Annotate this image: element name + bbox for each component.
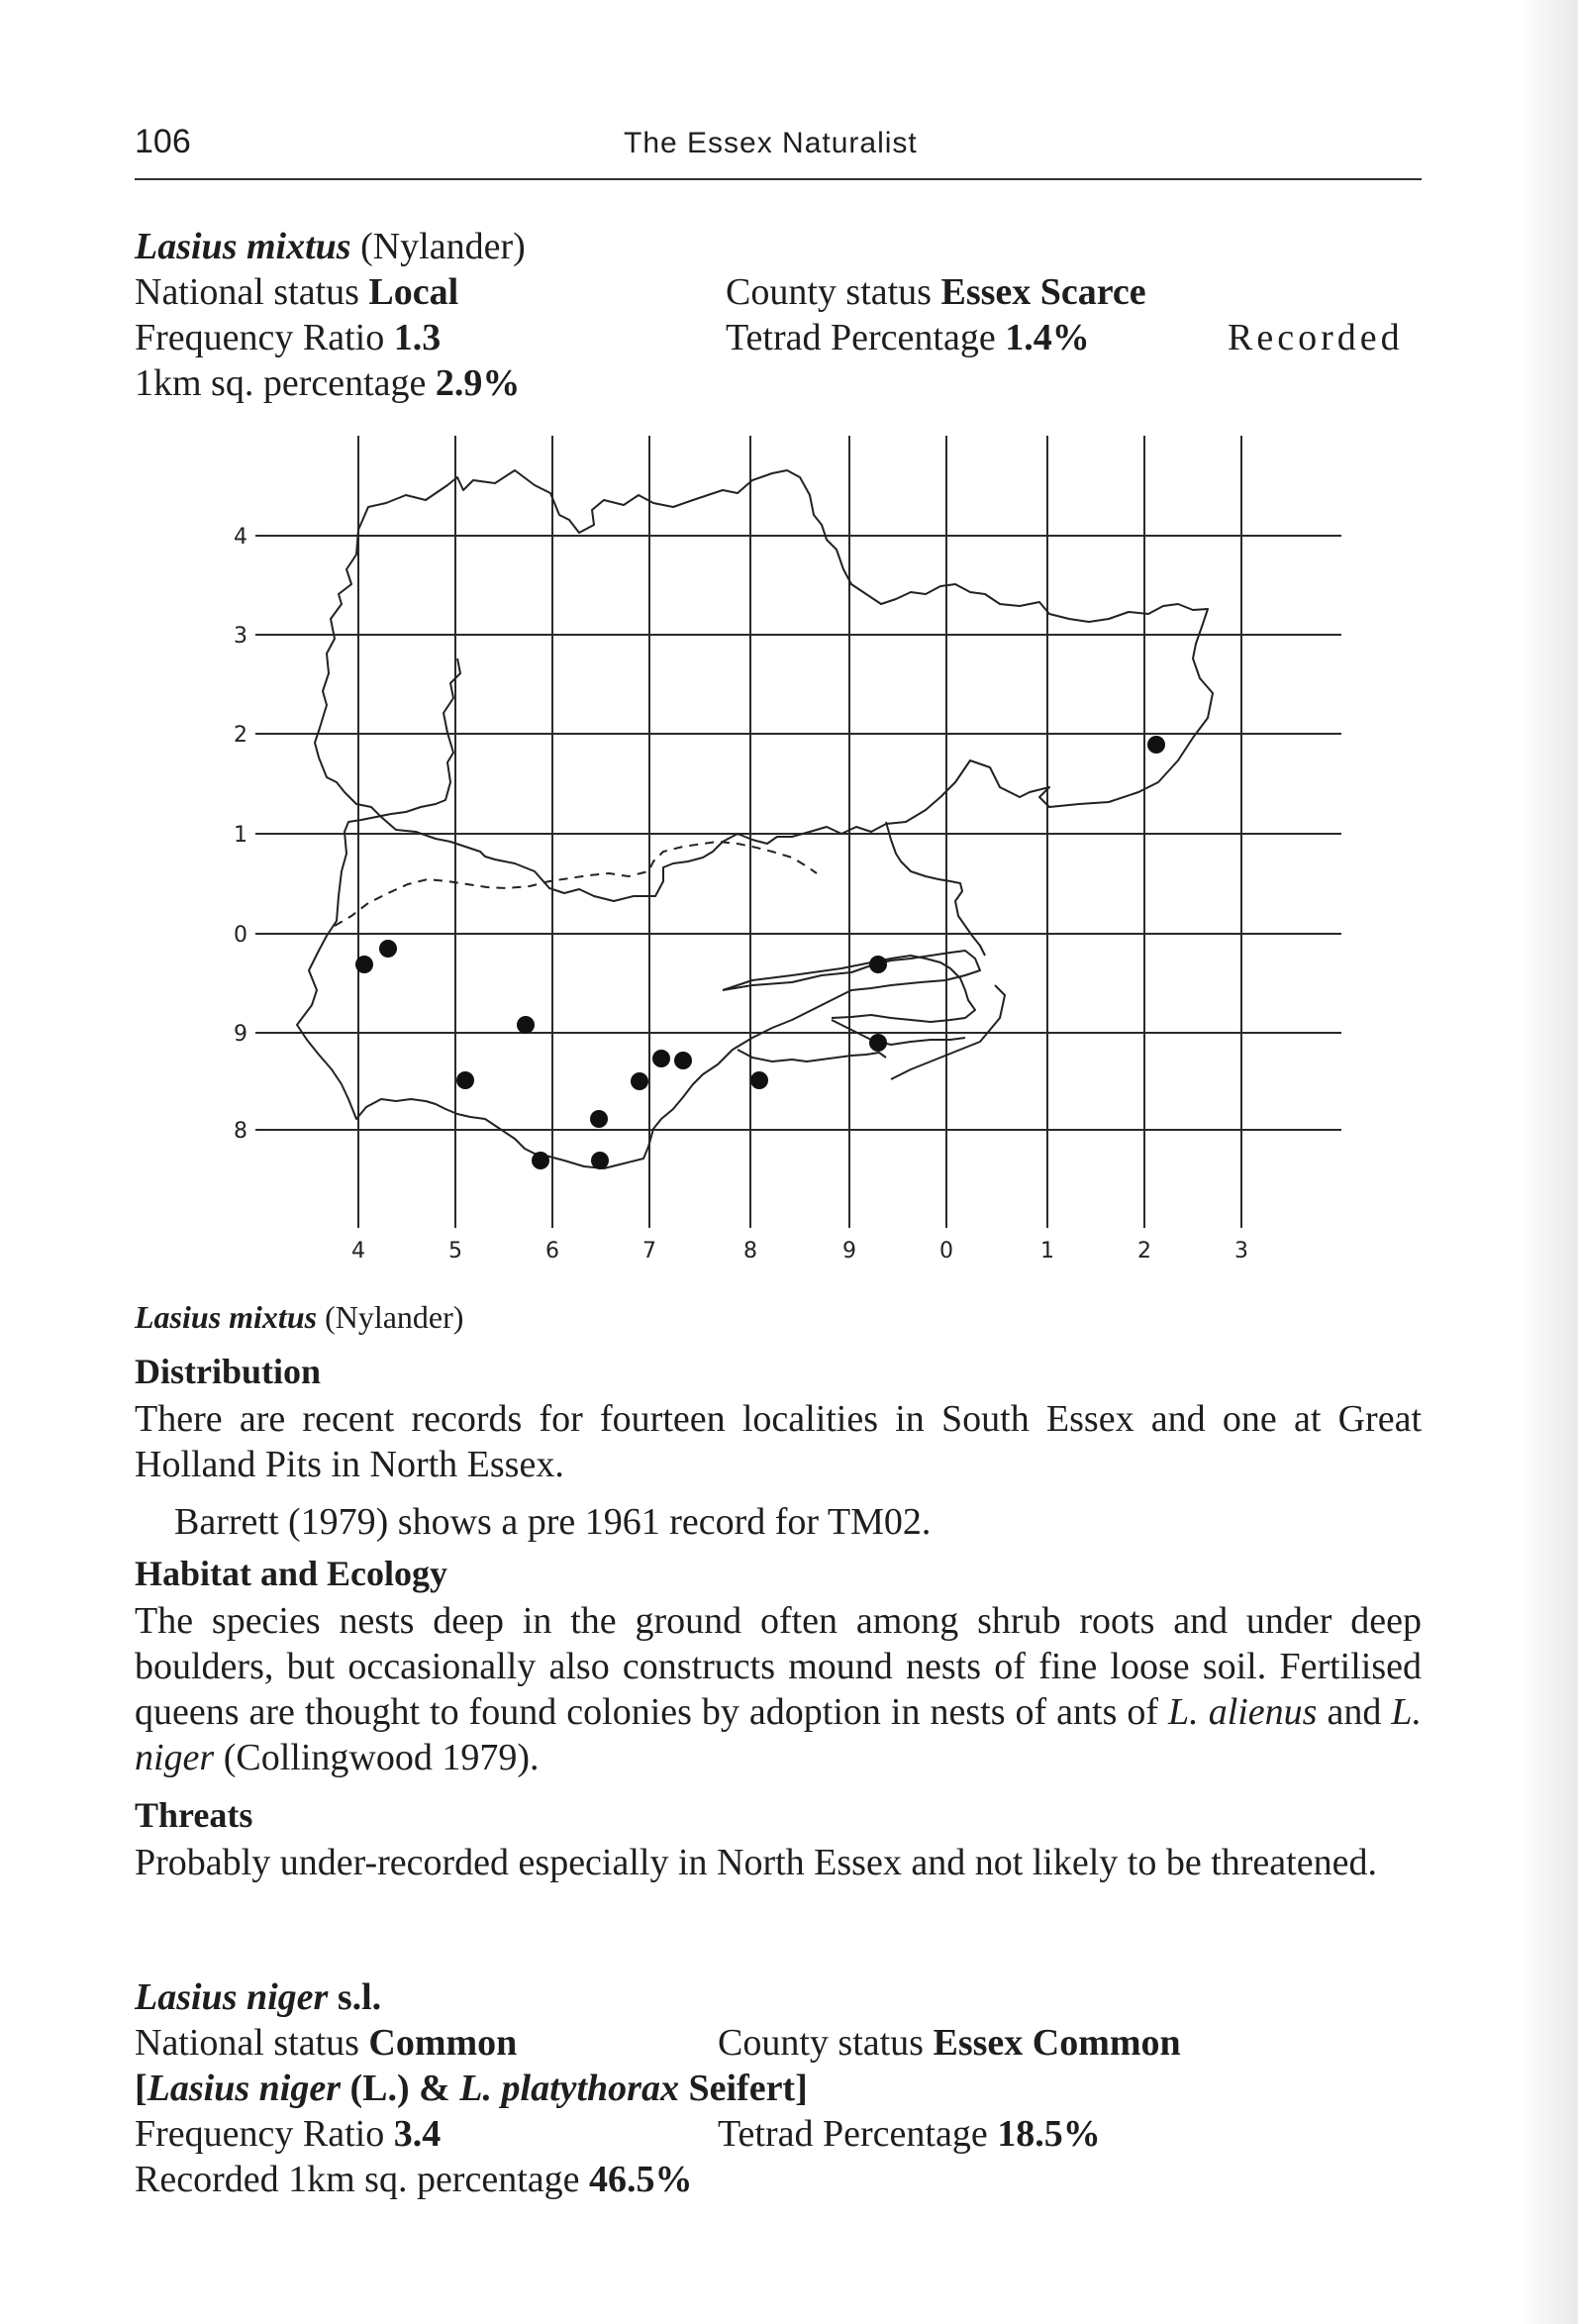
value: 18.5% [997,2113,1101,2155]
threats-heading: Threats [135,1795,253,1835]
record-dot [590,1110,608,1128]
record-dot [869,1034,887,1052]
species2-aggregate-line [135,2066,808,2111]
species-b: L. platythorax [459,2068,679,2109]
map-y-label: 4 [234,525,247,550]
map-x-label: 5 [448,1239,462,1263]
habitat-text-mid: and [1317,1691,1392,1733]
record-dot [517,1016,535,1034]
value: Essex Common [933,2022,1181,2064]
value: 1.4% [1005,317,1090,358]
habitat-text-end: (Collingwood 1979). [214,1737,540,1778]
value: 46.5% [589,2159,693,2200]
species1-recorded-label: Recorded [1228,317,1404,358]
label: Tetrad Percentage [726,317,996,358]
record-dot [355,956,373,973]
record-dot [532,1152,549,1169]
species2-national-status [135,2020,517,2066]
species1-author: (Nylander) [360,226,526,267]
page-number: 106 [135,123,191,160]
bracket: [ [135,2068,148,2109]
map-x-label: 8 [743,1239,757,1263]
label: County status [726,271,932,313]
species2-name: Lasius niger [135,1976,329,2018]
habitat-species-a: L. alienus [1168,1691,1318,1733]
record-dot [1147,736,1165,754]
record-dot [379,940,397,958]
map-x-label: 4 [351,1239,365,1263]
label: Frequency Ratio [135,2113,385,2155]
map-x-labels [351,1239,1248,1263]
caption-author: (Nylander) [325,1299,464,1335]
label: National status [135,271,359,313]
map-y-label: 0 [234,923,247,948]
threats-paragraph: Probably under-recorded especially in North Essex and not likely to be threatened. [135,1842,1377,1883]
map-x-label: 3 [1234,1239,1248,1263]
habitat-heading: Habitat and Ecology [135,1554,448,1593]
record-dot [674,1052,692,1069]
value: Common [368,2022,518,2064]
label: County status [718,2022,924,2064]
value: Local [368,271,459,313]
habitat-paragraph [135,1598,1422,1780]
record-dot [456,1071,474,1089]
label: National status [135,2022,359,2064]
map-y-labels [234,525,247,1144]
distribution-paragraph-1: There are recent records for fourteen localities in South Essex and one at Great Holland Pits in North Essex. [135,1398,1422,1485]
map-x-label: 9 [842,1239,856,1263]
label: Tetrad Percentage [718,2113,988,2155]
species2-km [135,2157,693,2202]
map-y-label: 9 [234,1022,247,1047]
map-y-label: 8 [234,1119,247,1144]
label: Recorded 1km sq. percentage [135,2159,580,2200]
species2-suffix: s.l. [337,1976,382,2018]
species-b-author: Seifert] [688,2068,808,2109]
map-x-label: 2 [1137,1239,1151,1263]
species2-tetrad [718,2111,1101,2157]
habitat-species-b: L. niger [135,1691,1422,1778]
map-caption [135,1294,463,1340]
map-y-label: 3 [234,624,247,649]
record-dot [750,1071,768,1089]
blackwater-estuary [886,822,985,956]
habitat-text-start: The species nests deep in the ground often among shrub roots and under deep boulders, but occasionally also constructs mound nests of fine loose soil. Fertilised queens are thought to found colonies by adoption in nests of ants of [135,1600,1422,1733]
species-a-author: (L.) & [349,2068,450,2109]
species2-county-status [718,2020,1181,2066]
vc-boundary-dashed [335,842,817,926]
record-dot [631,1072,648,1090]
record-dot [652,1050,670,1067]
species-a: Lasius niger [147,2068,341,2109]
value: Essex Scarce [940,271,1146,313]
south-coast [738,1050,886,1061]
species2-frequency [135,2111,441,2157]
map-y-label: 1 [234,823,247,848]
value: 2.9% [435,362,521,404]
map-x-label: 1 [1040,1239,1054,1263]
record-dot [591,1152,609,1169]
thames-estuary [297,658,980,1168]
distribution-paragraph-2: Barrett (1979) shows a pre 1961 record for TM02. [174,1501,932,1543]
value: 3.4 [393,2113,442,2155]
map-x-label: 7 [642,1239,656,1263]
distribution-heading: Distribution [135,1352,322,1391]
map-y-label: 2 [234,723,247,748]
value: 1.3 [393,317,442,358]
record-dot [869,956,887,973]
essex-outline [297,470,1213,1168]
caption-name: Lasius mixtus [135,1299,318,1335]
species1-name: Lasius mixtus [135,226,351,267]
map-x-label: 0 [939,1239,953,1263]
species2-title [135,1974,381,2020]
map-x-label: 6 [545,1239,559,1263]
journal-title: The Essex Naturalist [624,127,918,159]
label: 1km sq. percentage [135,362,427,404]
label: Frequency Ratio [135,317,385,358]
